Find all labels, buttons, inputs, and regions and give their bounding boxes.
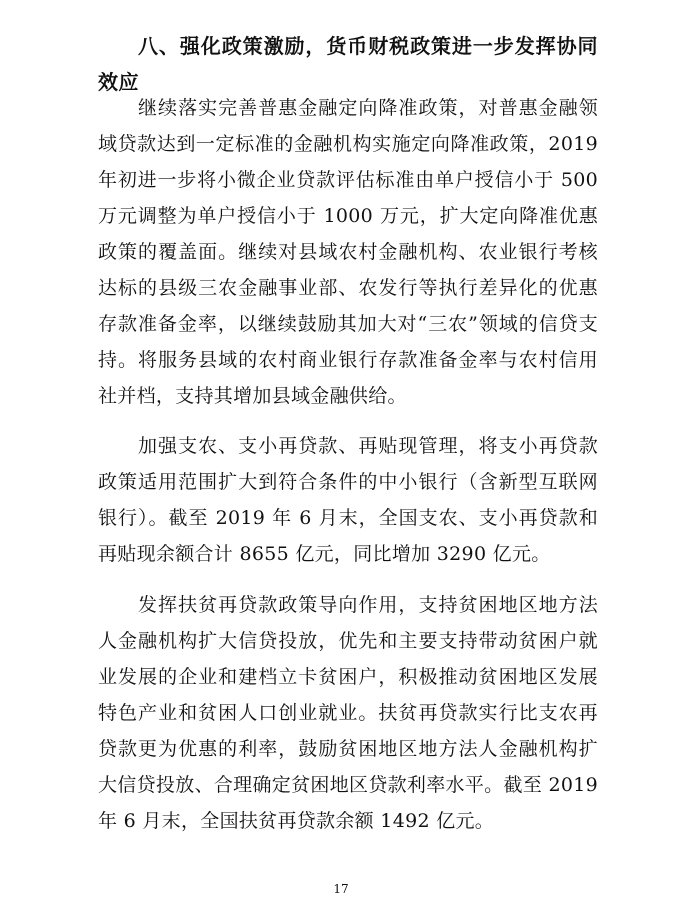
paragraph-targeted-rrr-cut: 继续落实完善普惠金融定向降准政策，对普惠金融领域贷款达到一定标准的金融机构实施定向降准政策，2019 年初进一步将小微企业贷款评估标准由单户授信小于 500 万元调整为单户授信小于 1000 万元，扩大定向降准优惠政策的覆盖面。继续对县域农村金融机构、农业银行考核达标的县级三农金融事业部、农发行等执行差异化的优惠存款准备金率，以继续鼓励其加大对“三农”领域的信贷支持。将服务县域的农村商业银行存款准备金率与农村信用社并档，支持其增加县域金融供给。 [98, 97, 598, 407]
paragraph-poverty-relending: 发挥扶贫再贷款政策导向作用，支持贫困地区地方法人金融机构扩大信贷投放，优先和主要支持带动贫困户就业发展的企业和建档立卡贫困户，积极推动贫困地区发展特色产业和贫困人口创业就业。扶贫再贷款实行比支农再贷款更为优惠的利率，鼓励贫困地区地方法人金融机构扩大信贷投放、合理确定贫困地区贷款利率水平。截至 2019 年 6 月末，全国扶贫再贷款余额 1492 亿元。 [98, 594, 598, 832]
page-number: 17 [333, 882, 349, 896]
section-heading: 八、强化政策激励，货币财税政策进一步发挥协同效应 [98, 34, 598, 94]
paragraph-relending-rediscount: 加强支农、支小再贷款、再贴现管理，将支小再贷款政策适用范围扩大到符合条件的中小银行（含新型互联网银行）。截至 2019 年 6 月末，全国支农、支小再贷款和再贴现余额合计 8655 亿元，同比增加 3290 亿元。 [98, 435, 598, 565]
